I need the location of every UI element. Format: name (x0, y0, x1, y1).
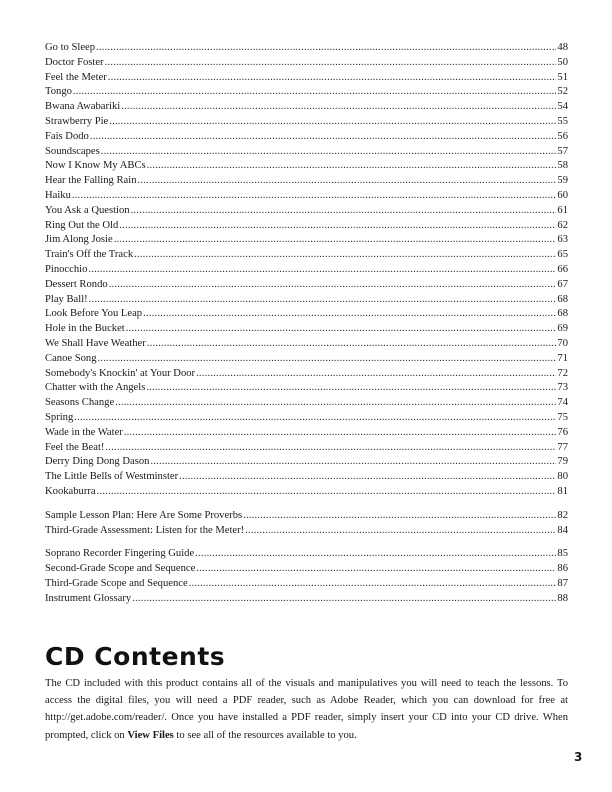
toc-entry-title: Derry Ding Dong Dason (45, 456, 150, 468)
toc-entry-title: You Ask a Question (45, 204, 130, 216)
toc-entry-page: 68 (557, 308, 568, 320)
toc-entry (45, 278, 568, 293)
page-number: 3 (574, 750, 583, 764)
toc-leader-dots (138, 174, 557, 189)
toc-entry-page: 57 (557, 145, 568, 157)
toc-entry (45, 85, 568, 100)
toc-entry-title: Feel the Meter (45, 71, 107, 83)
toc-entry (45, 130, 568, 145)
toc-entry (45, 455, 568, 470)
toc-entry-title: Tongo (45, 86, 72, 98)
toc-entry-title: Go to Sleep (45, 42, 96, 53)
toc-leader-dots (109, 278, 557, 293)
cd-text-after: to see all of the resources available to you. (173, 729, 357, 741)
cd-text-before: The CD included with this product contains all of the visuals and manipulatives you will need to teach the lessons. To access the digital files, you will need a PDF reader, such as Adobe Reader, which you can download for free at http://get.adobe.com/reader/. Once you have installed a PDF reader, simply insert your CD into your CD drive. When prompted, click on (45, 678, 568, 741)
toc-entry-page: 82 (557, 509, 568, 521)
toc-leader-dots (245, 524, 556, 539)
toc-entry-title: Seasons Change (45, 397, 115, 409)
toc-leader-dots (90, 130, 557, 145)
toc-group-assessments (45, 509, 568, 539)
toc-leader-dots (196, 367, 556, 382)
toc-leader-dots (131, 204, 557, 219)
toc-entry-page: 81 (557, 485, 568, 497)
toc-entry-page: 58 (557, 160, 568, 172)
toc-entry (45, 367, 568, 382)
toc-entry-page: 73 (557, 382, 568, 394)
toc-leader-dots (89, 293, 557, 308)
toc-entry-title: Kookaburra (45, 485, 96, 497)
toc-entry-title: Pinocchio (45, 263, 88, 275)
toc-entry (45, 307, 568, 322)
toc-entry-title: Bwana Awabariki (45, 101, 121, 113)
toc-entry-page: 54 (557, 101, 568, 113)
toc-leader-dots (189, 577, 557, 592)
toc-entry-page: 60 (557, 189, 568, 201)
toc-entry-title: Canoe Song (45, 352, 97, 364)
toc-leader-dots (243, 509, 556, 524)
table-of-contents (45, 41, 568, 615)
toc-entry (45, 509, 568, 524)
toc-entry (45, 145, 568, 160)
toc-entry (45, 411, 568, 426)
toc-entry (45, 219, 568, 234)
toc-entry (45, 56, 568, 71)
toc-entry-page: 87 (557, 577, 568, 589)
toc-entry (45, 441, 568, 456)
toc-entry (45, 524, 568, 539)
toc-entry-page: 74 (557, 397, 568, 409)
toc-entry (45, 293, 568, 308)
toc-entry (45, 174, 568, 189)
toc-entry-title: Second-Grade Scope and Sequence (45, 563, 196, 575)
toc-entry-title: Now I Know My ABCs (45, 160, 146, 172)
toc-entry-page: 77 (557, 441, 568, 453)
toc-entry-title: Jim Along Josie (45, 234, 113, 246)
toc-entry-title: Somebody's Knockin' at Your Door (45, 367, 196, 379)
toc-entry-page: 76 (557, 426, 568, 438)
toc-leader-dots (72, 189, 557, 204)
toc-leader-dots (195, 547, 556, 562)
toc-entry-page: 72 (557, 367, 568, 379)
toc-entry (45, 337, 568, 352)
toc-entry-page: 79 (557, 456, 568, 468)
toc-entry-page: 71 (557, 352, 568, 364)
toc-leader-dots (108, 71, 557, 86)
toc-group-resources (45, 547, 568, 606)
toc-leader-dots (124, 426, 557, 441)
toc-entry-title: Soundscapes (45, 145, 100, 157)
toc-entry-title: Dessert Rondo (45, 278, 108, 290)
toc-entry (45, 485, 568, 500)
toc-entry (45, 322, 568, 337)
toc-entry (45, 562, 568, 577)
toc-entry-title: Third-Grade Scope and Sequence (45, 577, 188, 589)
toc-entry-page: 55 (557, 115, 568, 127)
toc-entry (45, 263, 568, 278)
toc-entry (45, 41, 568, 56)
toc-entry (45, 100, 568, 115)
toc-leader-dots (143, 307, 556, 322)
toc-entry-page: 75 (557, 411, 568, 423)
toc-entry-title: Hole in the Bucket (45, 323, 125, 335)
toc-entry (45, 159, 568, 174)
toc-leader-dots (121, 100, 556, 115)
toc-entry-page: 68 (557, 293, 568, 305)
toc-entry-page: 84 (557, 524, 568, 536)
toc-leader-dots (109, 115, 556, 130)
toc-leader-dots (150, 455, 556, 470)
toc-entry (45, 189, 568, 204)
toc-entry (45, 248, 568, 263)
toc-leader-dots (96, 41, 556, 56)
toc-entry-page: 59 (557, 175, 568, 187)
toc-entry-page: 69 (557, 323, 568, 335)
toc-entry (45, 204, 568, 219)
toc-entry-page: 61 (557, 204, 568, 216)
view-files-label: View Files (127, 729, 174, 741)
toc-entry (45, 381, 568, 396)
toc-entry-title: Fais Dodo (45, 130, 89, 142)
toc-entry-title: Play Ball! (45, 293, 88, 305)
toc-leader-dots (101, 145, 557, 160)
toc-entry-page: 52 (557, 86, 568, 98)
toc-entry-title: We Shall Have Weather (45, 337, 146, 349)
toc-entry-page: 56 (557, 130, 568, 142)
cd-contents-heading: CD Contents (45, 642, 226, 671)
toc-entry-title: Look Before You Leap (45, 308, 143, 320)
toc-entry-page: 67 (557, 278, 568, 290)
toc-entry-page: 86 (557, 563, 568, 575)
toc-leader-dots (134, 248, 556, 263)
toc-entry (45, 470, 568, 485)
toc-leader-dots (73, 85, 556, 100)
toc-leader-dots (114, 233, 557, 248)
toc-entry-page: 70 (557, 337, 568, 349)
toc-entry-title: Chatter with the Angels (45, 382, 146, 394)
toc-leader-dots (105, 441, 556, 456)
toc-leader-dots (115, 396, 556, 411)
toc-entry-page: 62 (557, 219, 568, 231)
toc-entry-title: The Little Bells of Westminster (45, 471, 179, 483)
toc-entry-page: 88 (557, 592, 568, 604)
toc-entry-page: 66 (557, 263, 568, 275)
toc-group-lessons (45, 41, 568, 500)
toc-leader-dots (105, 56, 557, 71)
toc-entry-title: Sample Lesson Plan: Here Are Some Proverbs (45, 509, 243, 521)
toc-entry (45, 233, 568, 248)
toc-entry (45, 396, 568, 411)
toc-entry-page: 80 (557, 471, 568, 483)
toc-leader-dots (147, 159, 557, 174)
toc-entry (45, 547, 568, 562)
toc-entry-title: Instrument Glossary (45, 592, 132, 604)
toc-entry-title: Feel the Beat! (45, 441, 105, 453)
toc-entry-page: 85 (557, 548, 568, 560)
toc-leader-dots (88, 263, 556, 278)
toc-entry (45, 577, 568, 592)
toc-leader-dots (179, 470, 556, 485)
toc-entry-page: 65 (557, 249, 568, 261)
toc-entry-page: 63 (557, 234, 568, 246)
toc-leader-dots (119, 219, 556, 234)
toc-entry-title: Haiku (45, 189, 71, 201)
toc-entry-title: Hear the Falling Rain (45, 175, 137, 187)
toc-entry (45, 352, 568, 367)
toc-entry-title: Strawberry Pie (45, 115, 109, 127)
toc-entry-page: 48 (557, 42, 568, 53)
toc-entry (45, 592, 568, 607)
toc-entry (45, 115, 568, 130)
toc-entry (45, 426, 568, 441)
toc-entry-title: Train's Off the Track (45, 249, 134, 261)
toc-entry-title: Ring Out the Old (45, 219, 119, 231)
toc-leader-dots (126, 322, 557, 337)
toc-entry-page: 50 (557, 56, 568, 68)
toc-entry-title: Doctor Foster (45, 56, 104, 68)
toc-leader-dots (74, 411, 556, 426)
toc-entry-title: Soprano Recorder Fingering Guide (45, 548, 195, 560)
toc-entry-page: 51 (557, 71, 568, 83)
toc-leader-dots (146, 381, 556, 396)
toc-leader-dots (147, 337, 557, 352)
toc-leader-dots (132, 592, 556, 607)
toc-leader-dots (97, 485, 557, 500)
toc-entry (45, 71, 568, 86)
toc-entry-title: Spring (45, 411, 74, 423)
toc-entry-title: Wade in the Water (45, 426, 123, 438)
cd-contents-paragraph (45, 675, 568, 744)
toc-entry-title: Third-Grade Assessment: Listen for the Meter! (45, 524, 245, 536)
toc-leader-dots (98, 352, 557, 367)
toc-leader-dots (196, 562, 556, 577)
